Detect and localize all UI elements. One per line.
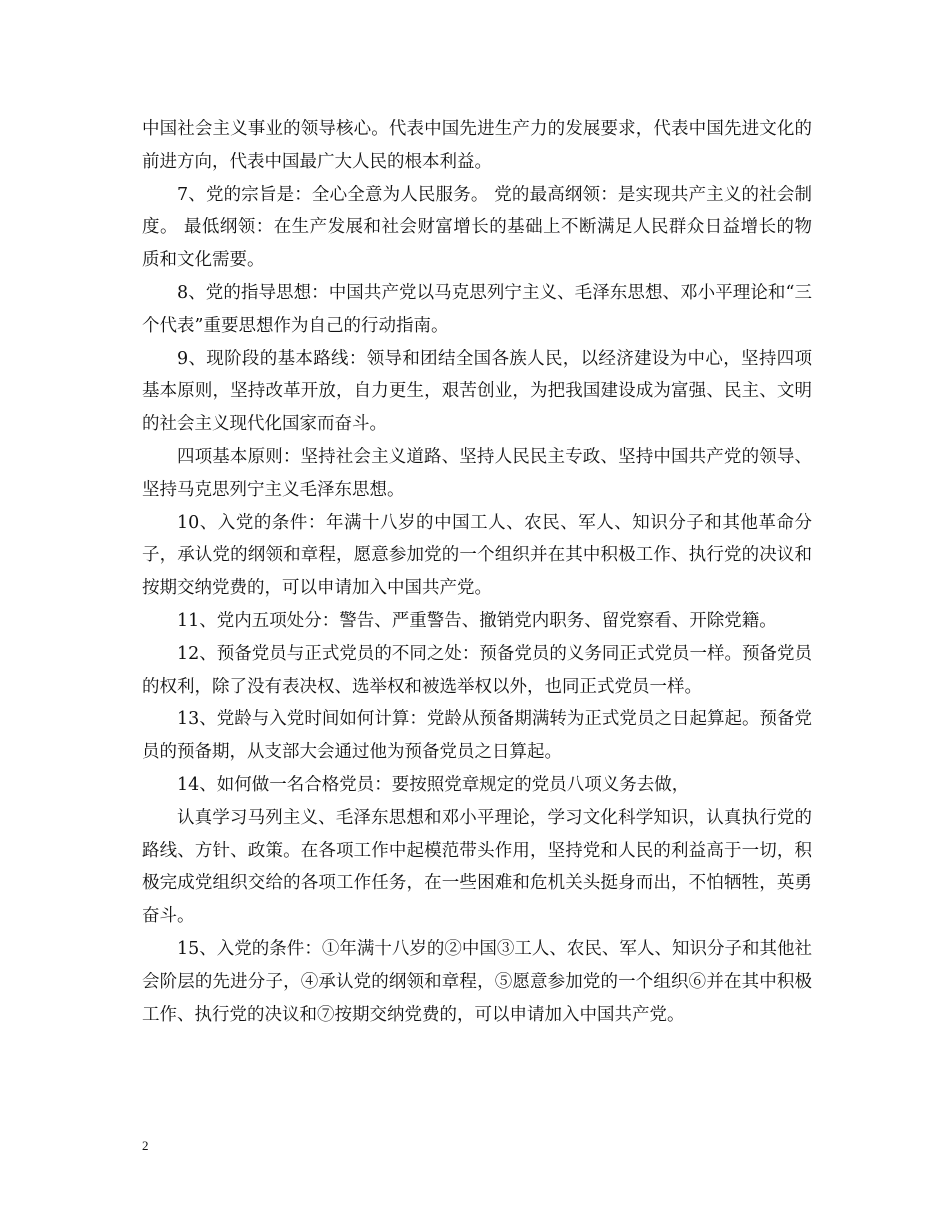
paragraph-item-9: 9、现阶段的基本路线：领导和团结全国各族人民，以经济建设为中心，坚持四项基本原则，坚持改革开放，自力更生，艰苦创业，为把我国建设成为富强、民主、文明的社会主义现代化国家而奋斗。 — [142, 348, 812, 435]
paragraph-continuation: 中国社会主义事业的领导核心。代表中国先进生产力的发展要求，代表中国先进文化的前进方向，代表中国最广大人民的根本利益。 — [142, 119, 812, 172]
document-body — [142, 113, 812, 1031]
paragraph-item-11: 11、党内五项处分：警告、严重警告、撤销党内职务、留党察看、开除党籍。 — [177, 610, 777, 631]
paragraph-item-7: 7、党的宗旨是：全心全意为人民服务。 党的最高纲领：是实现共产主义的社会制度。 最低纲领：在生产发展和社会财富增长的基础上不断满足人民群众日益增长的物质和文化需要。 — [142, 184, 812, 271]
paragraph-item-10: 10、入党的条件：年满十八岁的中国工人、农民、军人、知识分子和其他革命分子，承认党的纲领和章程，愿意参加党的一个组织并在其中积极工作、执行党的决议和按期交纳党费的，可以申请加入中国共产党。 — [142, 512, 812, 599]
paragraph-item-14: 14、如何做一名合格党员：要按照党章规定的党员八项义务去做， — [177, 774, 690, 795]
paragraph-item-8: 8、党的指导思想：中国共产党以马克思列宁主义、毛泽东思想、邓小平理论和“三个代表”重要思想作为自己的行动指南。 — [142, 282, 812, 336]
page-number: 2 — [142, 1138, 149, 1153]
paragraph-item-13: 13、党龄与入党时间如何计算：党龄从预备期满转为正式党员之日起算起。预备党员的预备期，从支部大会通过他为预备党员之日算起。 — [142, 709, 812, 763]
paragraph-item-12: 12、预备党员与正式党员的不同之处：预备党员的义务同正式党员一样。预备党员的权利，除了没有表决权、选举权和被选举权以外，也同正式党员一样。 — [142, 643, 812, 697]
paragraph-item-15: 15、入党的条件：①年满十八岁的②中国③工人、农民、军人、知识分子和其他社会阶层的先进分子，④承认党的纲领和章程，⑤愿意参加党的一个组织⑥并在其中积极工作、执行党的决议和⑦按期交纳党费的，可以申请加入中国共产党。 — [142, 938, 812, 1025]
paragraph-four-principles: 四项基本原则：坚持社会主义道路、坚持人民民主专政、坚持中国共产党的领导、坚持马克思列宁主义毛泽东思想。 — [142, 446, 812, 500]
paragraph-item-14-detail: 认真学习马列主义、毛泽东思想和邓小平理论，学习文化科学知识，认真执行党的路线、方针、政策。在各项工作中起模范带头作用，坚持党和人民的利益高于一切，积极完成党组织交给的各项工作任务，在一些困难和危机关头挺身而出，不怕牺牲，英勇奋斗。 — [142, 807, 812, 927]
